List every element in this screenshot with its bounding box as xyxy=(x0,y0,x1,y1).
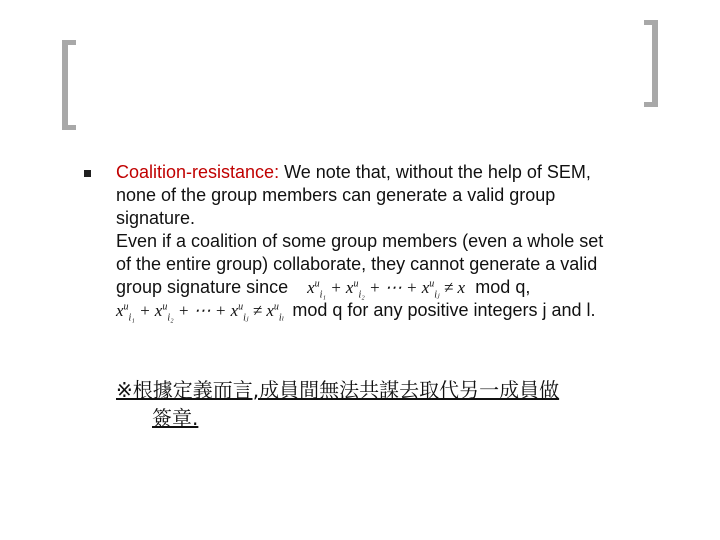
para2-line3: group signature since $x^u_{i_1} + x^u_{i_2}$ + ⋯ + $x^u_{iⱼ} \ne x$ mod q, xyxy=(116,277,531,301)
para2-line4: $x^u_{i_1} + x^u_{i_2}$ + ⋯ + $x^u_{iⱼ} \ne x^u_{i_l}$ mod q for any positive integers j and l. xyxy=(116,300,596,324)
term-label: Coalition-resistance: xyxy=(116,162,280,182)
note-line2: 簽章. xyxy=(152,406,199,430)
note-line1: ※根據定義而言,成員間無法共謀去取代另一成員做 xyxy=(116,378,560,402)
para2-line1: Even if a coalition of some group members (even a whole set xyxy=(116,231,604,251)
para1-line3: signature. xyxy=(116,208,196,228)
para1-line2: none of the group members can generate a valid group xyxy=(116,185,556,205)
equation-2: $x^u_{i_1} + x^u_{i_2}$ + ⋯ + $x^u_{iⱼ} \ne x^u_{i_l}$ xyxy=(116,301,285,324)
slide-body xyxy=(116,161,696,322)
para1-line1: Coalition-resistance: We note that, without the help of SEM, xyxy=(116,162,591,182)
chinese-note xyxy=(116,376,676,432)
equation-1: $x^u_{i_1} + x^u_{i_2}$ + ⋯ + $x^u_{iⱼ} \ne x$ xyxy=(307,278,466,301)
bullet-square-icon xyxy=(84,170,91,177)
para2-line2: of the entire group) collaborate, they cannot generate a valid xyxy=(116,254,598,274)
